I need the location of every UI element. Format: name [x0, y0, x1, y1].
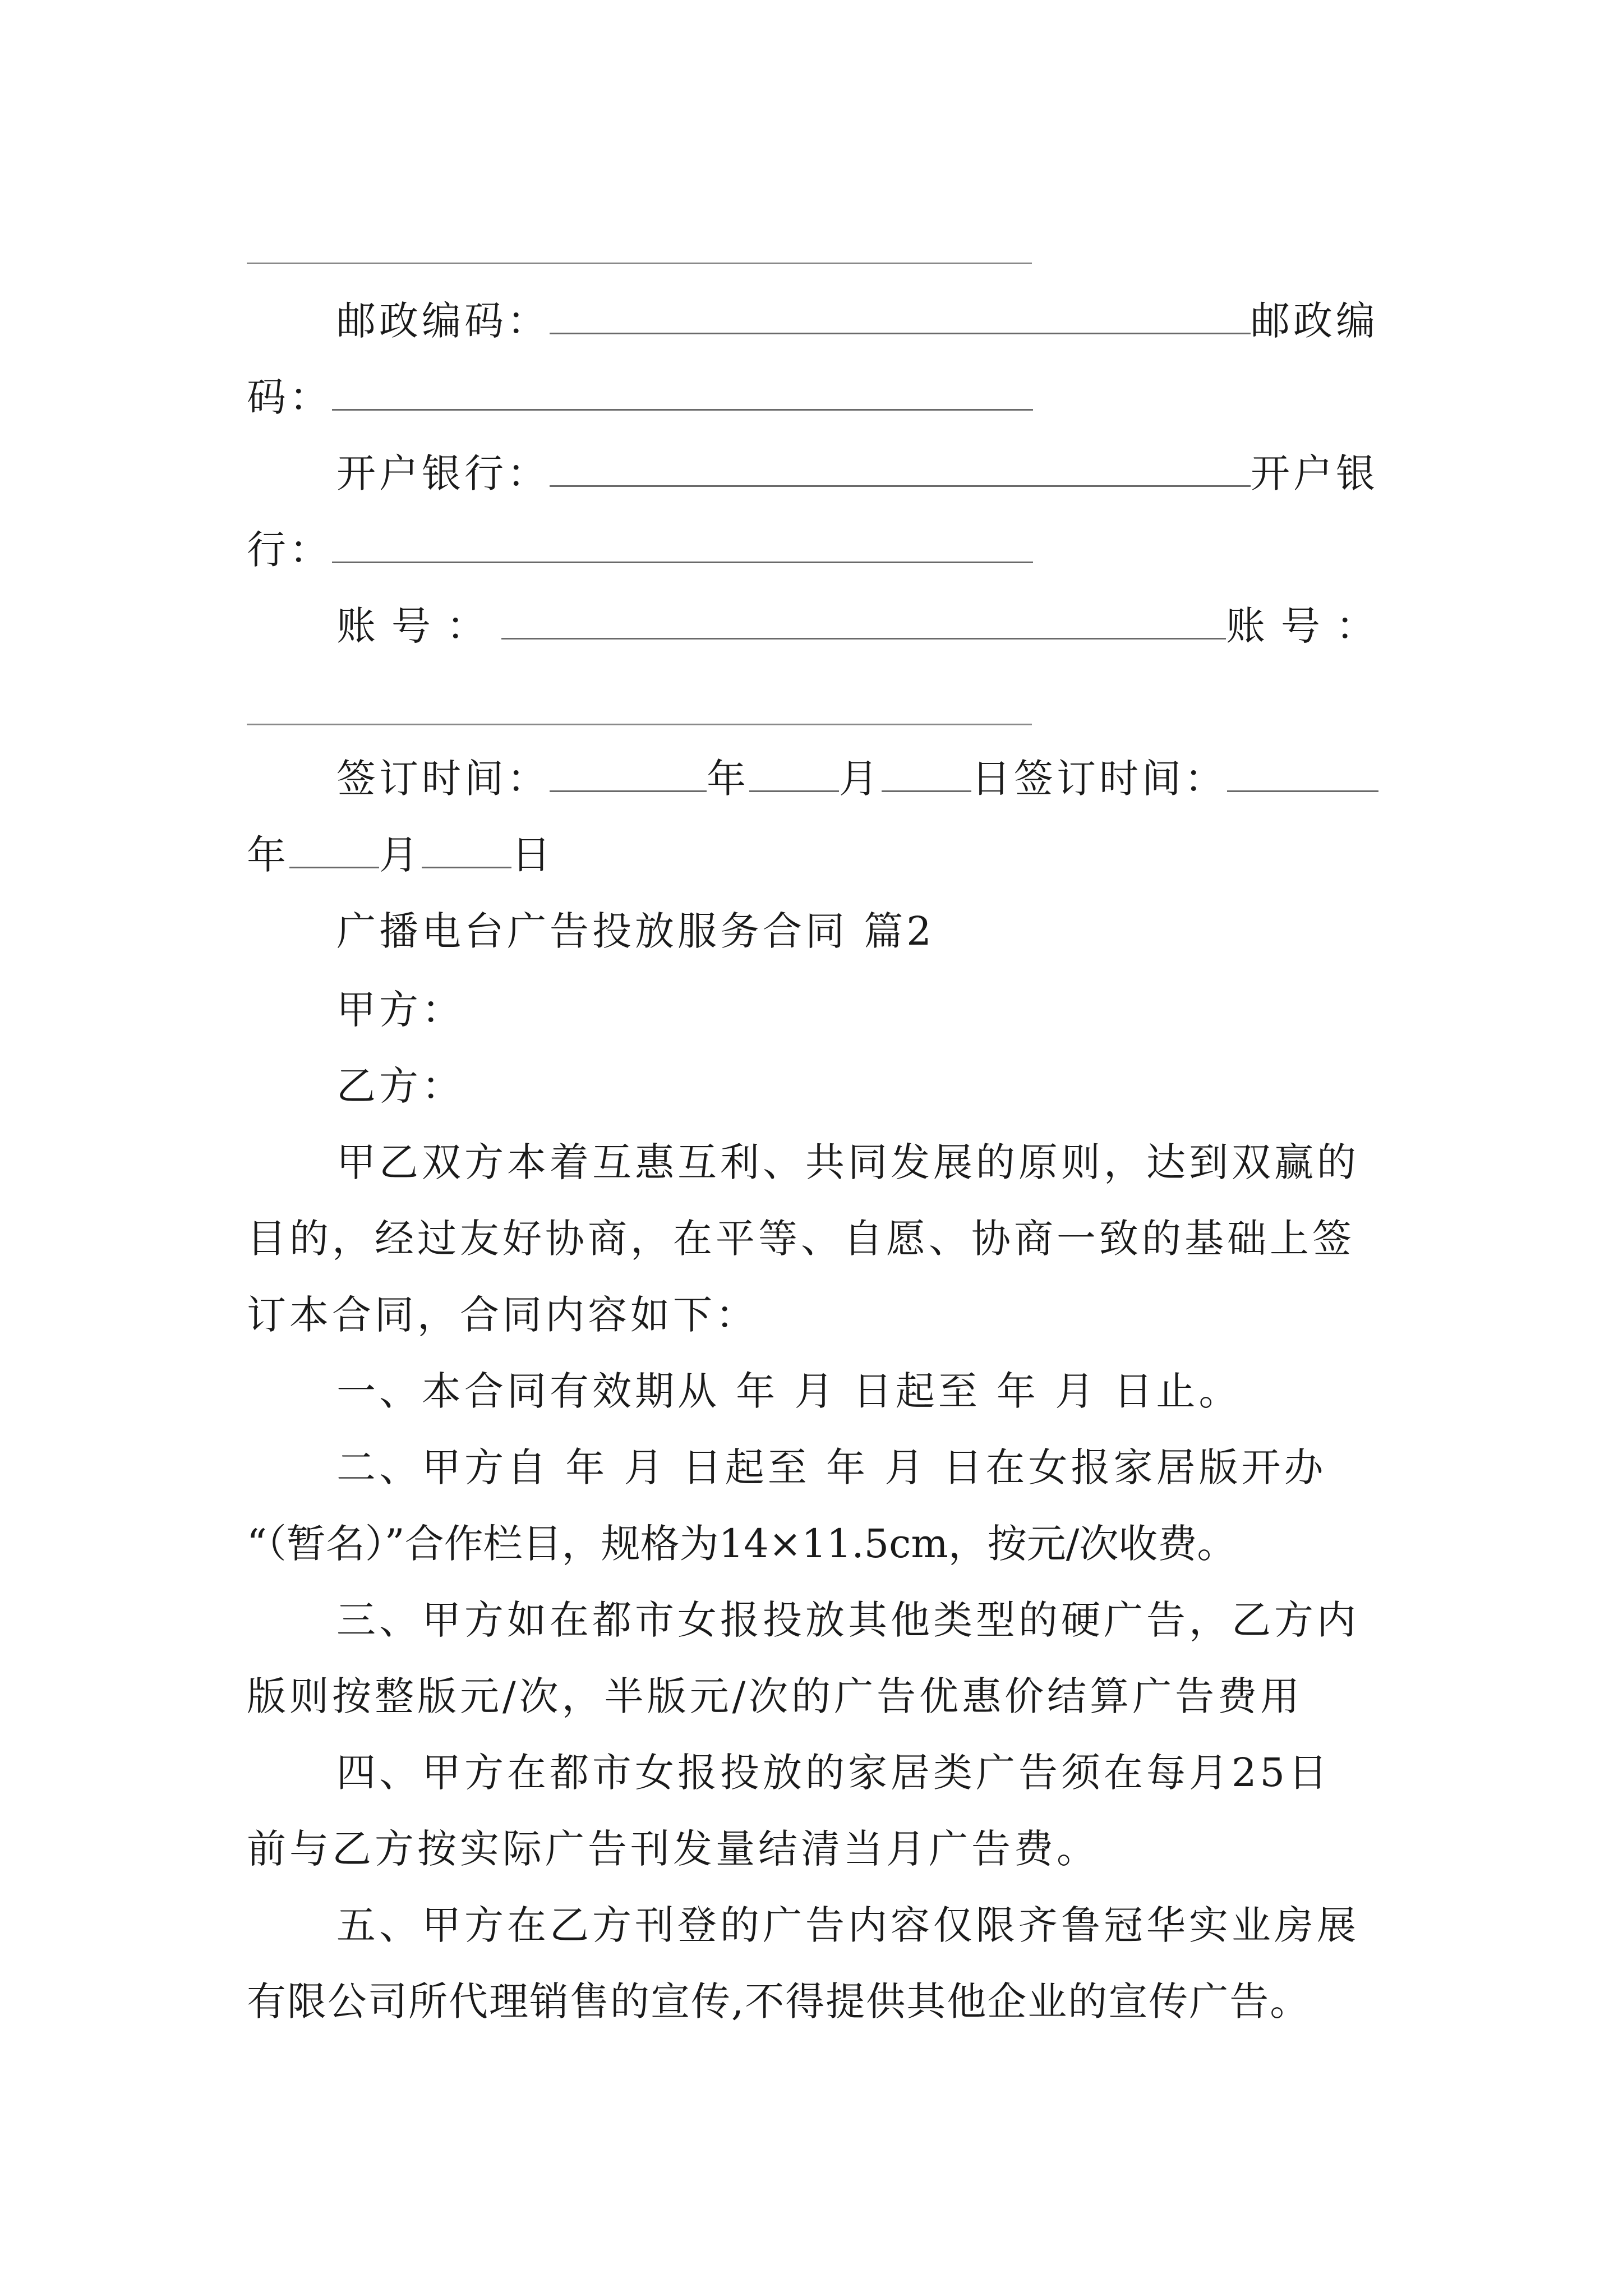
party-b-label: 乙方： [336, 1063, 464, 1109]
clause-4-line: 四、甲方在都市女报投放的家居类广告须在每月25日 [336, 1750, 1331, 1796]
postal-code-label-b: 邮政编 [1251, 298, 1378, 344]
postal-code-blank-b [332, 378, 1033, 411]
account-label-b: 账号： [1226, 603, 1391, 649]
blank-line [247, 263, 1032, 264]
bank-blank-b [332, 530, 1033, 563]
sign-day-blank-a [882, 759, 971, 792]
bank-label-b-cont: 行： [247, 527, 332, 573]
clause-1: 一、本合同有效期从 年 月 日起至 年 月 日止。 [336, 1368, 1242, 1414]
sign-time-label-b: 日签订时间： [971, 756, 1227, 802]
sign-month-blank-b [289, 835, 379, 868]
account-blank-a [501, 606, 1226, 639]
clause-2-line: “（暂名）”合作栏目，规格为14×11.5cm，按元/次收费。 [247, 1521, 1237, 1567]
sign-year-label-b: 年 [247, 832, 289, 878]
postal-code-row-cont [247, 370, 1391, 424]
clause-3-line: 三、甲方如在都市女报投放其他类型的硬广告，乙方内 [336, 1597, 1359, 1643]
clause-5-line: 五、甲方在乙方刊登的广告内容仅限齐鲁冠华实业房展 [336, 1902, 1359, 1948]
sign-month-blank-a [749, 759, 839, 792]
account-blank-b [247, 724, 1032, 725]
clause-3-line: 版则按整版元/次，半版元/次的广告优惠价结算广告费用 [247, 1673, 1303, 1719]
sign-year-blank-b [1227, 759, 1378, 792]
bank-label-b: 开户银 [1251, 450, 1378, 496]
sign-time-row [336, 752, 1391, 806]
bank-row [336, 447, 1391, 500]
intro-paragraph-line: 目的，经过友好协商，在平等、自愿、协商一致的基础上签 [247, 1216, 1355, 1262]
clause-2-line: 二、甲方自 年 月 日起至 年 月 日在女报家居版开办 [336, 1444, 1327, 1490]
clause-4-line: 前与乙方按实际广告刊发量结清当月广告费。 [247, 1826, 1099, 1872]
postal-code-label-b-cont: 码： [247, 374, 332, 420]
sign-year-blank-a [550, 759, 707, 792]
sign-year-label-a: 年 [707, 756, 749, 802]
account-row [336, 599, 1391, 653]
intro-paragraph-line: 甲乙双方本着互惠互利、共同发展的原则，达到双赢的 [336, 1139, 1359, 1185]
bank-label-a: 开户银行： [336, 450, 550, 496]
intro-paragraph-line: 订本合同，合同内容如下： [247, 1292, 758, 1338]
party-a-label: 甲方： [336, 987, 464, 1033]
postal-code-label-a: 邮政编码： [336, 298, 550, 344]
sign-time-label-a: 签订时间： [336, 756, 550, 802]
postal-code-row [336, 294, 1391, 348]
postal-code-blank-a [550, 301, 1251, 334]
sign-month-label-a: 月 [839, 756, 882, 802]
section-title: 广播电台广告投放服务合同 篇2 [336, 908, 935, 954]
sign-time-row-cont [247, 828, 1391, 882]
bank-blank-a [550, 454, 1251, 487]
bank-row-cont [247, 523, 1391, 577]
account-label-a: 账号： [336, 603, 501, 649]
sign-day-label-b: 日 [511, 832, 554, 878]
sign-day-blank-b [422, 835, 511, 868]
sign-month-label-b: 月 [379, 832, 422, 878]
clause-5-line: 有限公司所代理销售的宣传,不得提供其他企业的宣传广告。 [247, 1978, 1311, 2024]
